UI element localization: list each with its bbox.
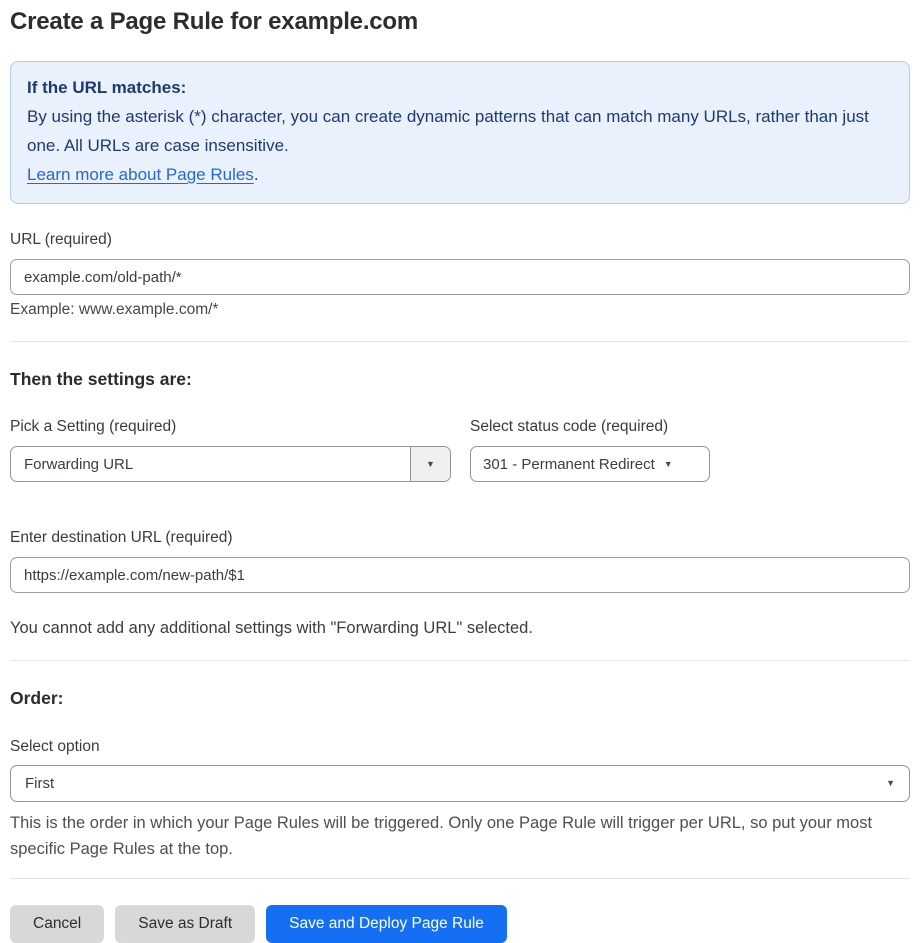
pick-setting-group [10, 418, 451, 482]
chevron-down-icon: ▼ [886, 778, 895, 788]
create-page-rule-form [10, 8, 910, 943]
status-code-select-value: 301 - Permanent Redirect [483, 455, 655, 473]
status-code-select[interactable] [470, 446, 710, 482]
divider [10, 660, 910, 661]
status-code-group [470, 418, 710, 482]
setting-select-arrow-button[interactable] [410, 447, 450, 481]
url-field-group [10, 231, 910, 319]
setting-select[interactable] [10, 446, 451, 482]
url-input[interactable] [10, 259, 910, 295]
callout-link-line [27, 160, 893, 189]
callout-body: By using the asterisk (*) character, you can create dynamic patterns that can match many URLs, rather than just one. All URLs are case insensitive. [27, 107, 869, 155]
url-match-callout [10, 61, 910, 204]
destination-url-input[interactable] [10, 557, 910, 593]
destination-field-group [10, 529, 910, 593]
form-actions [10, 905, 910, 943]
chevron-down-icon: ▼ [663, 458, 673, 469]
cancel-button[interactable]: Cancel [10, 905, 104, 943]
chevron-down-icon: ▼ [426, 458, 435, 469]
divider [10, 341, 910, 342]
page-title: Create a Page Rule for example.com [10, 8, 419, 35]
order-select-label: Select option [10, 738, 100, 755]
settings-heading: Then the settings are: [10, 369, 192, 389]
destination-url-label: Enter destination URL (required) [10, 529, 233, 546]
divider [10, 878, 910, 879]
forwarding-url-note: You cannot add any additional settings with "Forwarding URL" selected. [10, 619, 533, 637]
url-label: URL (required) [10, 231, 112, 248]
url-example-helper: Example: www.example.com/* [10, 301, 219, 318]
order-helper-text: This is the order in which your Page Rules will be triggered. Only one Page Rule will trigger per URL, so put your most specific Page Rules at the top. [10, 814, 873, 858]
status-code-label: Select status code (required) [470, 418, 669, 435]
order-heading: Order: [10, 688, 64, 708]
order-select-value: First [25, 775, 55, 792]
save-as-draft-button[interactable]: Save as Draft [115, 905, 255, 943]
setting-select-value: Forwarding URL [24, 455, 134, 473]
order-select[interactable] [10, 765, 910, 802]
settings-row [10, 418, 910, 482]
learn-more-link[interactable]: Learn more about Page Rules [27, 165, 254, 184]
save-and-deploy-button[interactable]: Save and Deploy Page Rule [266, 905, 507, 943]
callout-heading: If the URL matches: [27, 78, 187, 97]
link-suffix: . [253, 165, 259, 184]
pick-setting-label: Pick a Setting (required) [10, 418, 177, 435]
